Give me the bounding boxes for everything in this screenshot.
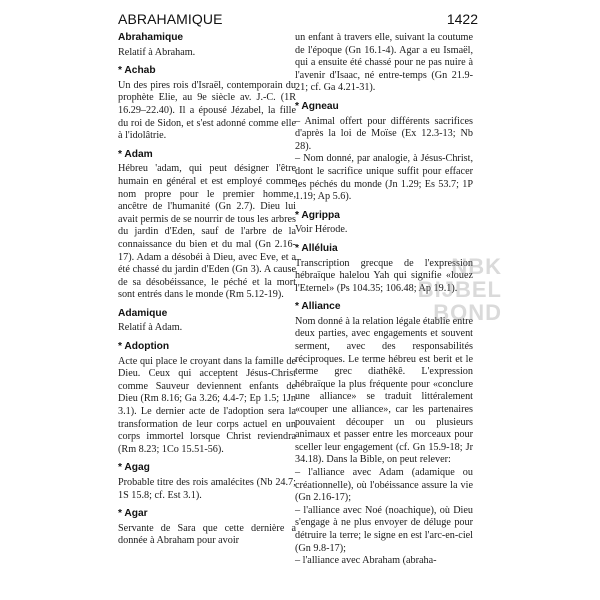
headword: * Agar — [118, 508, 148, 520]
entry-text: Acte qui place le croyant dans la famille de Dieu. Ceux qui acceptent Jésus-Christ comme Sauveur deviennent enfants de Dieu (Rm 8.16; Ga 3.26; 4.4-7; Ep 1.5; 1Jn 3.1). Le dernier acte de l'adoption sera la transformation de leur corps actuel en un corps immortel lorsque Christ reviendra (Rm 8.23; 1Co 15.51-56). — [118, 355, 296, 455]
headword: * Agneau — [295, 100, 339, 112]
right-column — [295, 32, 473, 574]
sense-item: – l'alliance avec Noé (noachique), où Dieu s'engage à ne plus envoyer de déluge pour détruire la terre; le signe en est l'arc-en-ciel (Gn 9.8-17); — [295, 505, 473, 555]
watermark-line: NBK — [451, 254, 502, 279]
entry-agar — [118, 508, 296, 548]
watermark-line: BIJBEL — [417, 277, 502, 302]
entry-abrahamique — [118, 32, 296, 59]
sense-list — [295, 116, 473, 204]
entry-text: Relatif à Adam. — [118, 322, 183, 334]
headword: Abrahamique — [118, 32, 184, 43]
entry-text: Un des pires rois d'Israël, contemporain du prophète Elie, au 9e siècle av. J.-C. (1R 16.29–22.40). Il a épousé Jézabel, la fille du roi de Sidon, et s'est adonné comme elle à l'idolâtrie. — [118, 79, 296, 142]
entry-text: un enfant à travers elle, suivant la coutume de l'époque (Gn 16.1-4). Agar a eu Ismaël, qui a ensuite été chassé pour ne pas nuire à l'avenir d'Isaac, né entre-temps (Gn 21.9-21; cf. Ga 4.21-31). — [295, 32, 473, 94]
entry-adamique — [118, 308, 296, 335]
headword: Adamique — [118, 307, 168, 319]
entry-alliance — [295, 301, 473, 567]
entry-text: Relatif à Abraham. — [118, 46, 196, 58]
entry-text: Hébreu 'adam, qui peut désigner l'être humain en général et est employé comme nom propre pour le premier homme, ancêtre de l'humanité (Gn 2.7). Dieu lui avait permis de se nourrir de tous les arbres du jardin d'Eden, sauf de l'arbre de la connaissance du bien et du mal (Gn 2.16-17). Adam a désobéi à Dieu, avec Eve, et a été chassé du jardin d'Eden (Gn 3). A cause de sa désobéissance, le péché et la mort sont entrés dans le monde (Rm 5.12-19). — [118, 163, 296, 301]
headword: * Agrippa — [295, 209, 340, 221]
sense-item: – l'alliance avec Adam (adamique ou créationnelle), où l'obéissance assure la vie (Gn 2.16-17); — [295, 467, 473, 505]
page-header — [118, 11, 478, 29]
sense-item: – Nom donné, par analogie, à Jésus-Christ, dont le sacrifice unique suffit pour effacer les péchés du monde (Jn 1.29; Es 53.7; 1P 1.19; Ap 5.6). — [295, 153, 473, 203]
sense-list — [295, 467, 473, 568]
entry-text: Voir Hérode. — [295, 224, 348, 236]
headword: * Alliance — [295, 301, 341, 313]
page-number: 1422 — [446, 11, 478, 27]
running-head: ABRAHAMIQUE — [118, 11, 223, 27]
entry-adam — [118, 149, 296, 302]
headword: * Adoption — [118, 341, 170, 353]
entry-agag — [118, 462, 296, 502]
headword: * Adam — [118, 148, 153, 160]
sense-item: – Animal offert pour différents sacrifices d'après la loi de Moïse (Ex 12.3-13; Nb 28). — [295, 116, 473, 154]
headword: * Alléluia — [295, 242, 338, 254]
entry-achab — [118, 65, 296, 143]
left-column — [118, 32, 296, 554]
watermark-line: BOND — [433, 300, 502, 325]
entry-alleluia — [295, 243, 473, 295]
entry-text: Transcription grecque de l'expression hébraïque halelou Yah qui signifie «louez l'Eternel» (Ps 104.35; 106.48; Ap 19.1). — [295, 257, 473, 294]
headword: * Agag — [118, 462, 150, 474]
entry-agrippa — [295, 210, 473, 237]
entry-text: Probable titre des rois amalécites (Nb 24.7; 1S 15.8; cf. Est 3.1). — [118, 477, 296, 501]
entry-text: Nom donné à la relation légale établie entre deux parties, avec engagements et souvent serment, avec des responsabilités réciproques. Le terme hébreu est berit et le terme grec diathêkê. L'expression hébraïque la plus fréquente pour «conclure une alliance» se traduit littéralement «couper une alliance», car les partenaires pouvaient découper un ou plusieurs animaux et passer entre les morceaux pour sceller leur engagement (cf. Gn 15.9-18; Jr 34.18). Dans la Bible, on peut relever: — [295, 315, 473, 466]
sense-item: – l'alliance avec Abraham (abraha- — [295, 555, 473, 568]
entry-agar-continued — [295, 32, 473, 95]
entry-agneau — [295, 101, 473, 204]
entry-text: Servante de Sara que cette dernière a donnée à Abraham pour avoir — [118, 522, 296, 547]
entry-adoption — [118, 341, 296, 456]
headword: * Achab — [118, 65, 156, 77]
